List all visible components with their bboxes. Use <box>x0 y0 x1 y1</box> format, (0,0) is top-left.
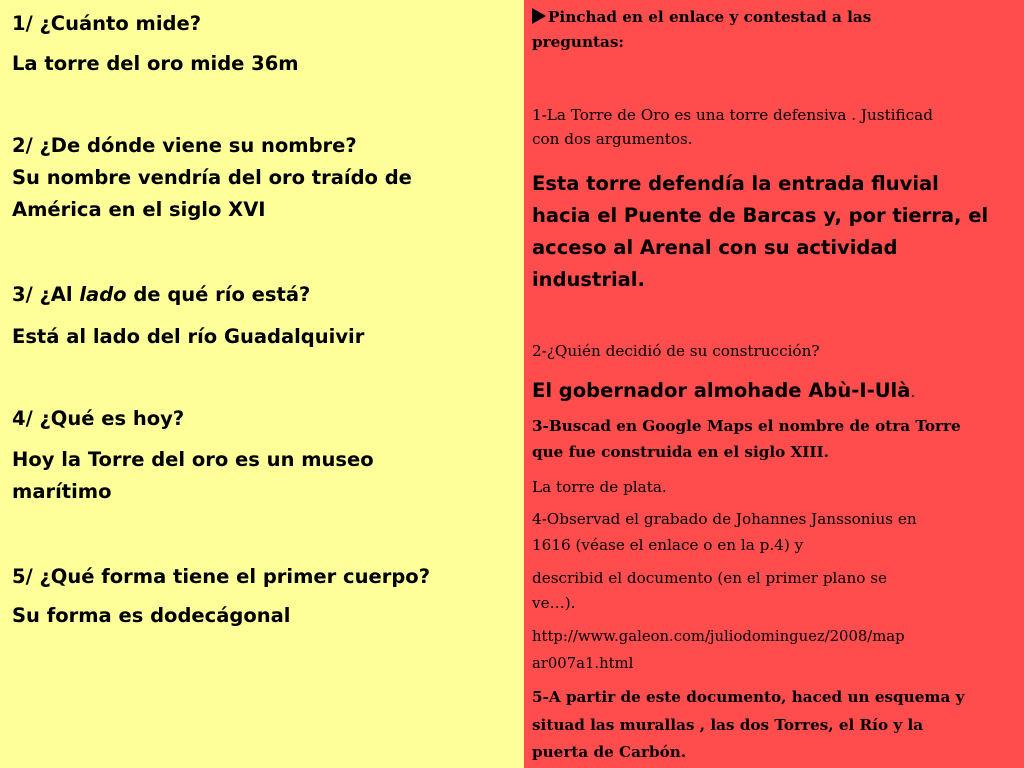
answer-2-line-1: Su nombre vendría del oro traído de <box>12 166 412 189</box>
answer-r1-line-2: hacia el Puente de Barcas y, por tierra, el <box>532 204 989 227</box>
answer-r2-period: . <box>910 383 916 401</box>
prompt-5-line-1: 5-A partir de este documento, haced un esquema y <box>532 688 965 706</box>
prompt-4-line-1: 4-Observad el grabado de Johannes Janssonius en <box>532 510 917 528</box>
prompt-3-line-1: 3-Buscad en Google Maps el nombre de otra Torre <box>532 417 961 435</box>
question-4: 4/ ¿Qué es hoy? <box>12 407 185 430</box>
answer-r3: La torre de plata. <box>532 478 667 496</box>
question-3-emphasis: lado <box>79 283 127 306</box>
prompt-4-line-2: 1616 (véase el enlace o en la p.4) y <box>532 536 804 554</box>
document-link-line-1[interactable]: http://www.galeon.com/juliodominguez/2008/map <box>532 628 905 645</box>
question-3-end: de qué río está? <box>126 283 311 306</box>
answer-r1-line-4: industrial. <box>532 268 645 291</box>
answer-r2 <box>532 375 915 407</box>
prompt-4-line-3: describid el documento (en el primer plano se <box>532 569 888 587</box>
question-1: 1/ ¿Cuánto mide? <box>12 12 202 35</box>
question-5: 5/ ¿Qué forma tiene el primer cuerpo? <box>12 565 431 588</box>
right-panel <box>524 0 1024 768</box>
prompt-2: 2-¿Quién decidió de su construcción? <box>532 342 820 360</box>
answer-3: Está al lado del río Guadalquivir <box>12 325 365 348</box>
answer-4-line-1: Hoy la Torre del oro es un museo <box>12 448 374 471</box>
answer-r1-line-3: acceso al Arenal con su actividad <box>532 236 898 259</box>
answer-r2-text: El gobernador almohade Abù-I-Ulà <box>532 379 911 402</box>
intro-line-2: preguntas: <box>532 33 625 51</box>
prompt-5-line-2: situad las murallas , las dos Torres, el Río y la <box>532 716 924 734</box>
prompt-1-line-2: con dos argumentos. <box>532 130 693 148</box>
answer-5: Su forma es dodecágonal <box>12 604 291 627</box>
prompt-5-line-3: puerta de Carbón. <box>532 743 687 761</box>
answer-r1-line-1: Esta torre defendía la entrada fluvial <box>532 172 939 195</box>
answer-2-line-2: América en el siglo XVI <box>12 198 266 221</box>
question-3 <box>12 283 310 307</box>
answer-4-line-2: marítimo <box>12 480 112 503</box>
prompt-3-line-2: que fue construida en el siglo XIII. <box>532 443 829 461</box>
prompt-1-line-1: 1-La Torre de Oro es una torre defensiva . Justificad <box>532 106 933 124</box>
question-3-start: 3/ ¿Al <box>12 283 80 306</box>
answer-1: La torre del oro mide 36m <box>12 52 299 75</box>
play-triangle-icon <box>532 8 546 24</box>
question-2: 2/ ¿De dónde viene su nombre? <box>12 134 357 157</box>
prompt-4-line-4: ve…). <box>532 594 576 612</box>
column-divider <box>514 0 524 768</box>
intro-text-1: Pinchad en el enlace y contestad a las <box>548 8 872 26</box>
intro-line-1 <box>532 6 871 28</box>
document-link-line-2[interactable]: ar007a1.html <box>532 655 634 672</box>
